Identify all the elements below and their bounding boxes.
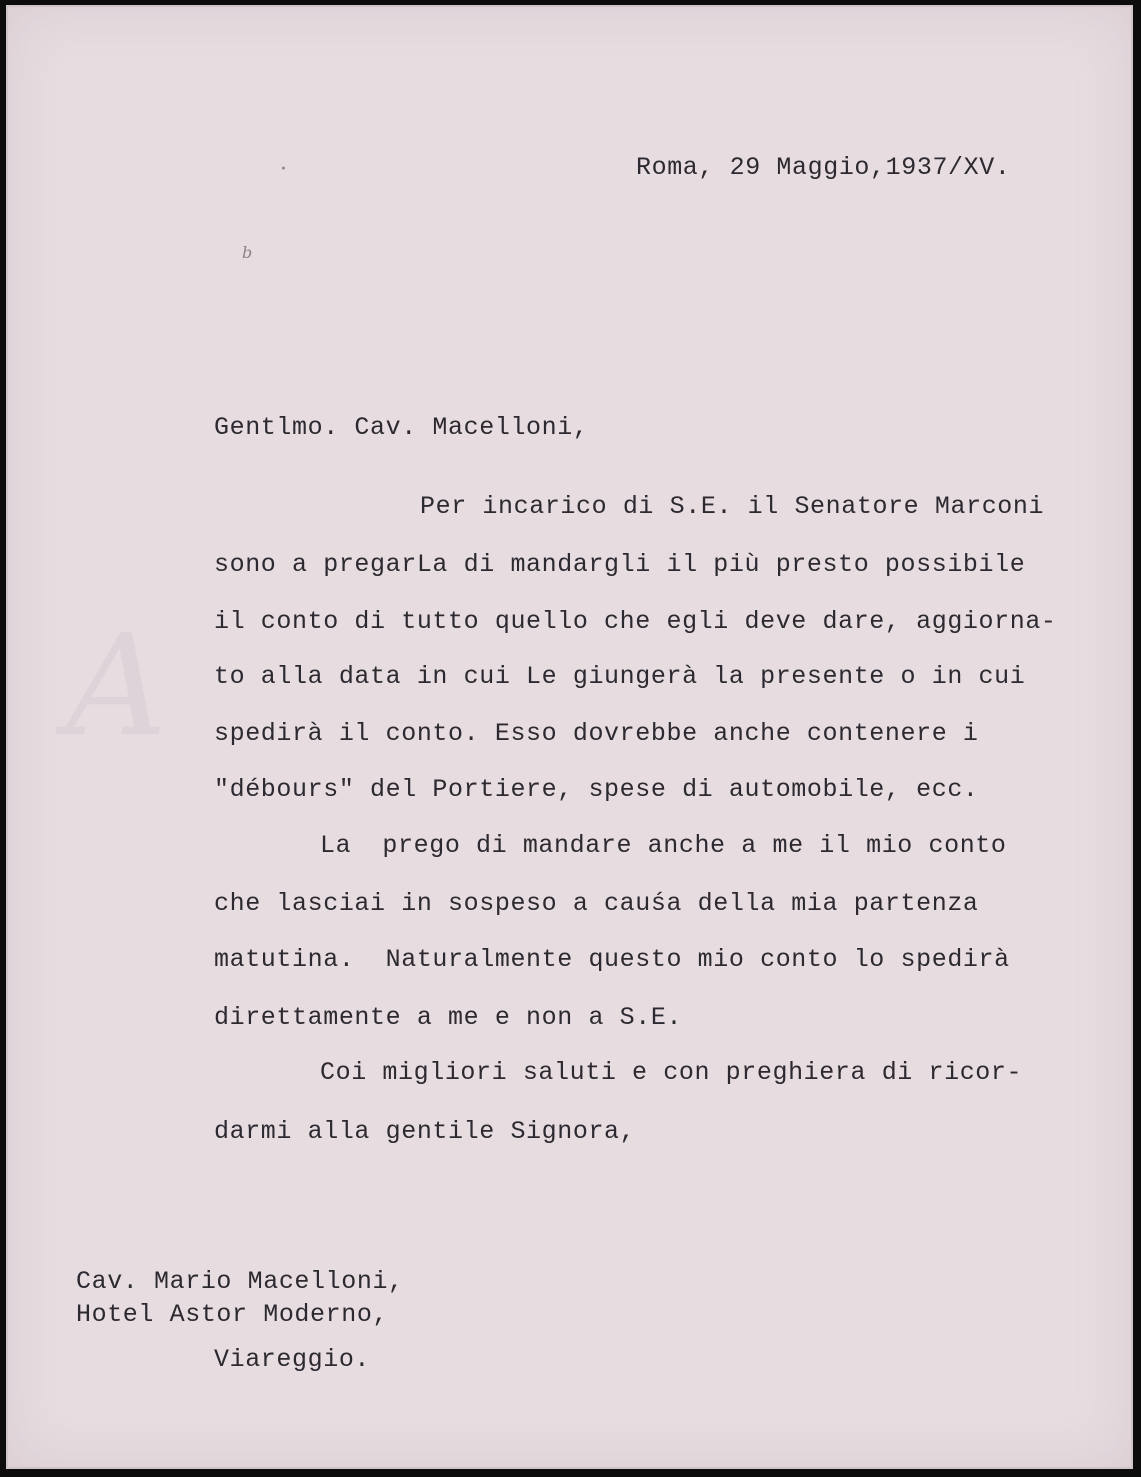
letter-page xyxy=(6,5,1133,1469)
letter-salutation: Gentlmo. Cav. Macelloni, xyxy=(214,413,589,442)
body-line: "débours" del Portiere, spese di automobile, ecc. xyxy=(214,775,979,804)
address-line: Viareggio. xyxy=(214,1345,371,1374)
body-line: Coi migliori saluti e con preghiera di ricor- xyxy=(320,1058,1023,1087)
body-line: direttamente a me e non a S.E. xyxy=(214,1003,683,1032)
address-line: Hotel Astor Moderno, xyxy=(76,1300,389,1329)
body-line: matutina. Naturalmente questo mio conto lo spedirà xyxy=(214,945,1010,974)
stray-dot-mark: · xyxy=(280,157,287,182)
body-line: che lasciai in sospeso a cauśa della mia partenza xyxy=(214,889,979,918)
pencil-mark: b xyxy=(242,243,253,262)
body-line: to alla data in cui Le giungerà la presente o in cui xyxy=(214,662,1026,691)
body-line: spedirà il conto. Esso dovrebbe anche contenere i xyxy=(214,719,979,748)
body-line: Per incarico di S.E. il Senatore Marconi xyxy=(420,492,1045,521)
address-line: Cav. Mario Macelloni, xyxy=(76,1267,404,1296)
body-line: sono a pregarLa di mandargli il più presto possibile xyxy=(214,550,1026,579)
body-line: il conto di tutto quello che egli deve dare, aggiorna- xyxy=(214,607,1057,636)
body-line: La prego di mandare anche a me il mio conto xyxy=(320,831,1007,860)
body-line: darmi alla gentile Signora, xyxy=(214,1117,636,1146)
watermark-logo: A xyxy=(66,605,168,768)
letter-date: Roma, 29 Maggio,1937/XV. xyxy=(636,153,1011,182)
